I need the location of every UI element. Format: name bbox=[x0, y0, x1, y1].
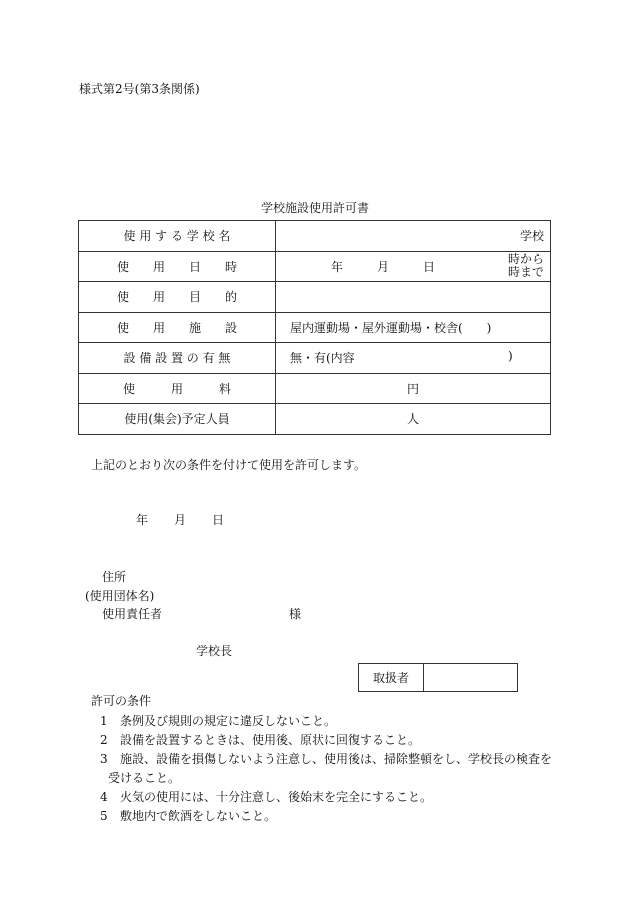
people-label: 使用(集会)予定人員 bbox=[79, 404, 276, 435]
conditions-title: 許可の条件 bbox=[91, 694, 152, 708]
purpose-label: 使 用 目 的 bbox=[79, 282, 276, 313]
people-value: 人 bbox=[276, 404, 551, 435]
list-item: 5 敷地内で飲酒をしないこと。 bbox=[100, 809, 277, 823]
table-row-datetime bbox=[79, 251, 551, 282]
equipment-label: 設 備 設 置 の 有 無 bbox=[79, 343, 276, 374]
organization-label: (使用団体名) bbox=[85, 589, 155, 603]
table-row-people bbox=[79, 404, 551, 435]
handler-box bbox=[358, 663, 518, 692]
table-row-facility bbox=[79, 312, 551, 343]
address-label: 住所 bbox=[102, 570, 127, 584]
datetime-label: 使 用 日 時 bbox=[79, 251, 276, 282]
handler-stamp-field bbox=[424, 664, 517, 691]
form-number: 様式第2号(第3条関係) bbox=[79, 82, 200, 96]
datetime-year: 年 bbox=[331, 259, 344, 274]
document-title: 学校施設使用許可書 bbox=[260, 201, 369, 215]
fee-label: 使 用 料 bbox=[79, 373, 276, 404]
time-to: 時まで bbox=[507, 264, 544, 279]
issue-month: 月 bbox=[174, 513, 187, 527]
conditions-list bbox=[100, 712, 560, 826]
issue-day: 日 bbox=[212, 513, 225, 527]
table-row-school bbox=[79, 221, 551, 252]
equipment-close: ) bbox=[508, 349, 513, 364]
time-from: 時から bbox=[507, 251, 544, 266]
table-row-purpose bbox=[79, 282, 551, 313]
facility-label: 使 用 施 設 bbox=[79, 312, 276, 343]
school-label: 使 用 す る 学 校 名 bbox=[79, 221, 276, 252]
table-row-fee bbox=[79, 373, 551, 404]
list-item: 2 設備を設置するときは、使用後、原状に回復すること。 bbox=[100, 733, 421, 747]
datetime-day: 日 bbox=[423, 259, 436, 274]
school-suffix: 学校 bbox=[519, 229, 544, 244]
datetime-month: 月 bbox=[377, 259, 390, 274]
table-row-equipment bbox=[79, 343, 551, 374]
list-item: 4 火気の使用には、十分注意し、後始末を完全にすること。 bbox=[100, 790, 433, 804]
principal-label: 学校長 bbox=[196, 644, 233, 658]
equipment-text: 無・有(内容 bbox=[290, 351, 355, 366]
issue-date bbox=[136, 511, 250, 528]
honorific: 様 bbox=[289, 607, 302, 621]
handler-label: 取扱者 bbox=[359, 664, 424, 691]
permission-statement: 上記のとおり次の条件を付けて使用を許可します。 bbox=[91, 458, 367, 472]
list-item-continuation: 受けること。 bbox=[108, 771, 181, 785]
list-item: 1 条例及び規則の規定に違反しないこと。 bbox=[100, 714, 337, 728]
list-item: 3 施設、設備を損傷しないよう注意し、使用後は、掃除整頓をし、学校長の検査を bbox=[100, 752, 553, 766]
issue-year: 年 bbox=[136, 513, 149, 527]
fee-value: 円 bbox=[276, 373, 551, 404]
responsible-label: 使用責任者 bbox=[102, 607, 163, 621]
time-range bbox=[508, 253, 544, 279]
datetime-value bbox=[276, 251, 551, 282]
purpose-value bbox=[276, 282, 551, 313]
application-table bbox=[78, 220, 551, 435]
school-value bbox=[276, 221, 551, 252]
equipment-value bbox=[276, 343, 551, 374]
facility-value: 屋内運動場・屋外運動場・校舎( ) bbox=[276, 312, 551, 343]
